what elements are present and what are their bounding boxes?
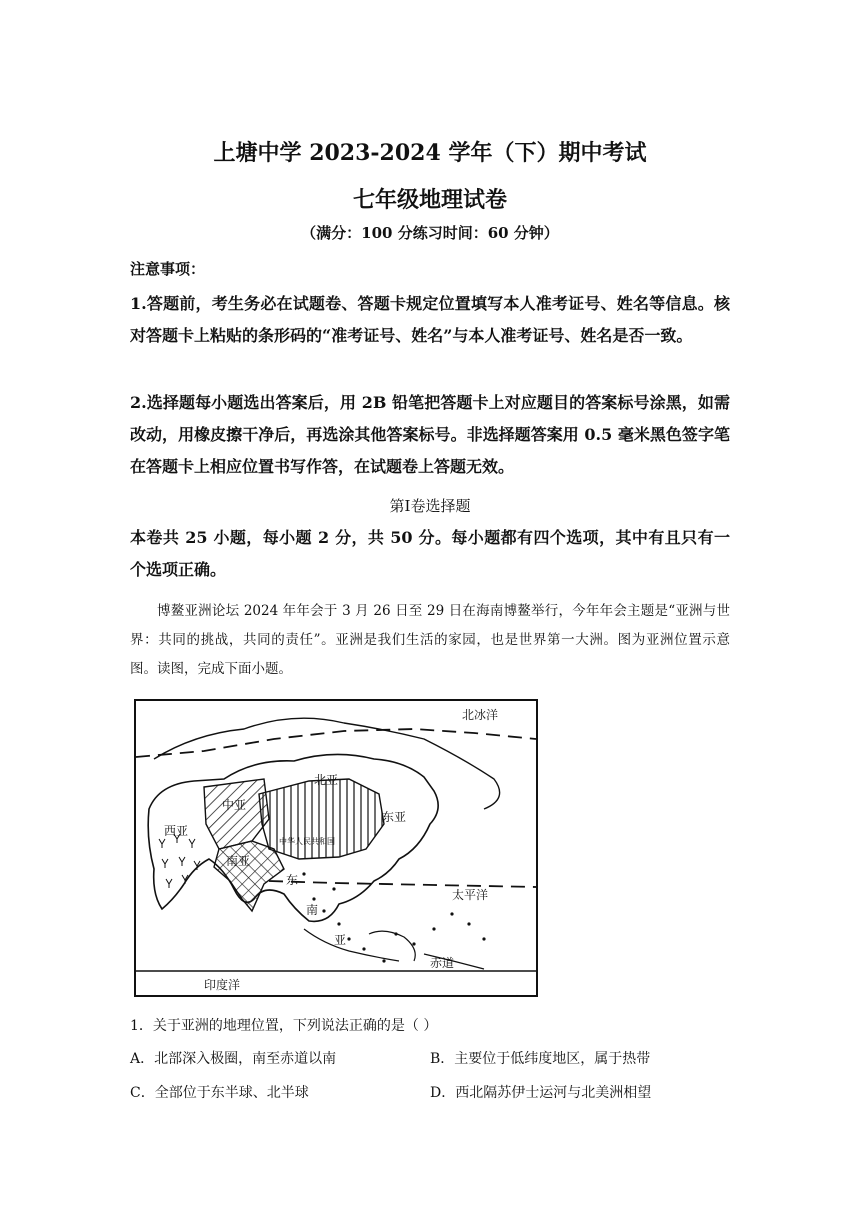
question-1-option-b[interactable]: B．主要位于低纬度地区，属于热带 bbox=[430, 1051, 651, 1067]
exam-title: 上塘中学 2023-2024 学年（下）期中考试 bbox=[213, 140, 647, 166]
map-label-indian-ocean: 印度洋 bbox=[204, 978, 241, 992]
notice-heading: 注意事项： bbox=[130, 260, 206, 278]
map-label-southeast-1: 东 bbox=[286, 873, 299, 887]
exam-score-time: （满分：100 分练习时间：60 分钟） bbox=[301, 224, 559, 242]
map-label-equator: 赤道 bbox=[430, 956, 455, 970]
question-1-stem: 1．关于亚洲的地理位置，下列说法正确的是（ ） bbox=[130, 1018, 438, 1034]
question-1-option-c[interactable]: C．全部位于东半球、北半球 bbox=[130, 1085, 309, 1101]
map-label-southeast-2: 南 bbox=[306, 903, 319, 917]
section-title: 第Ⅰ卷选择题 bbox=[389, 497, 471, 515]
exam-subject-title: 七年级地理试卷 bbox=[352, 187, 507, 213]
map-label-china: 中华人民共和国 bbox=[279, 837, 335, 846]
map-label-pacific-ocean: 太平洋 bbox=[452, 888, 489, 902]
map-label-west-asia: 西亚 bbox=[164, 824, 189, 838]
notice-item-1: 1.答题前，考生务必在试题卷、答题卡规定位置填写本人准考证号、姓名等信息。核对答题卡上粘贴的条形码的“准考证号、姓名”与本人准考证号、姓名是否一致。 bbox=[130, 294, 730, 345]
question-1-option-d[interactable]: D．西北隔苏伊士运河与北美洲相望 bbox=[430, 1085, 652, 1101]
map-label-arctic-ocean: 北冰洋 bbox=[462, 708, 499, 722]
question-1-option-a[interactable]: A．北部深入极圈，南至赤道以南 bbox=[130, 1051, 337, 1067]
map-label-north-asia: 北亚 bbox=[314, 773, 339, 787]
map-label-southeast-3: 亚 bbox=[334, 933, 347, 947]
question-intro: 博鳌亚洲论坛 2024 年年会于 3 月 26 日至 29 日在海南博鳌举行，今年年会主题是“亚洲与世界：共同的挑战，共同的责任”。亚洲是我们生活的家园，也是世界第一大洲。图为亚洲位置示意图。读图，完成下面小题。 bbox=[130, 603, 730, 677]
notice-item-2: 2.选择题每小题选出答案后，用 2B 铅笔把答题卡上对应题目的答案标号涂黑，如需改动，用橡皮擦干净后，再选涂其他答案标号。非选择题答案用 0.5 毫米黑色签字笔在答题卡上相应位置书写作答，在试题卷上答题无效。 bbox=[130, 393, 730, 476]
asia-location-map bbox=[134, 699, 538, 997]
map-label-east-asia: 东亚 bbox=[382, 810, 407, 824]
map-label-central-asia: 中亚 bbox=[222, 798, 247, 812]
section-instructions: 本卷共 25 小题，每小题 2 分，共 50 分。每小题都有四个选项，其中有且只有一个选项正确。 bbox=[130, 528, 730, 579]
map-label-south-asia: 南亚 bbox=[226, 854, 251, 868]
